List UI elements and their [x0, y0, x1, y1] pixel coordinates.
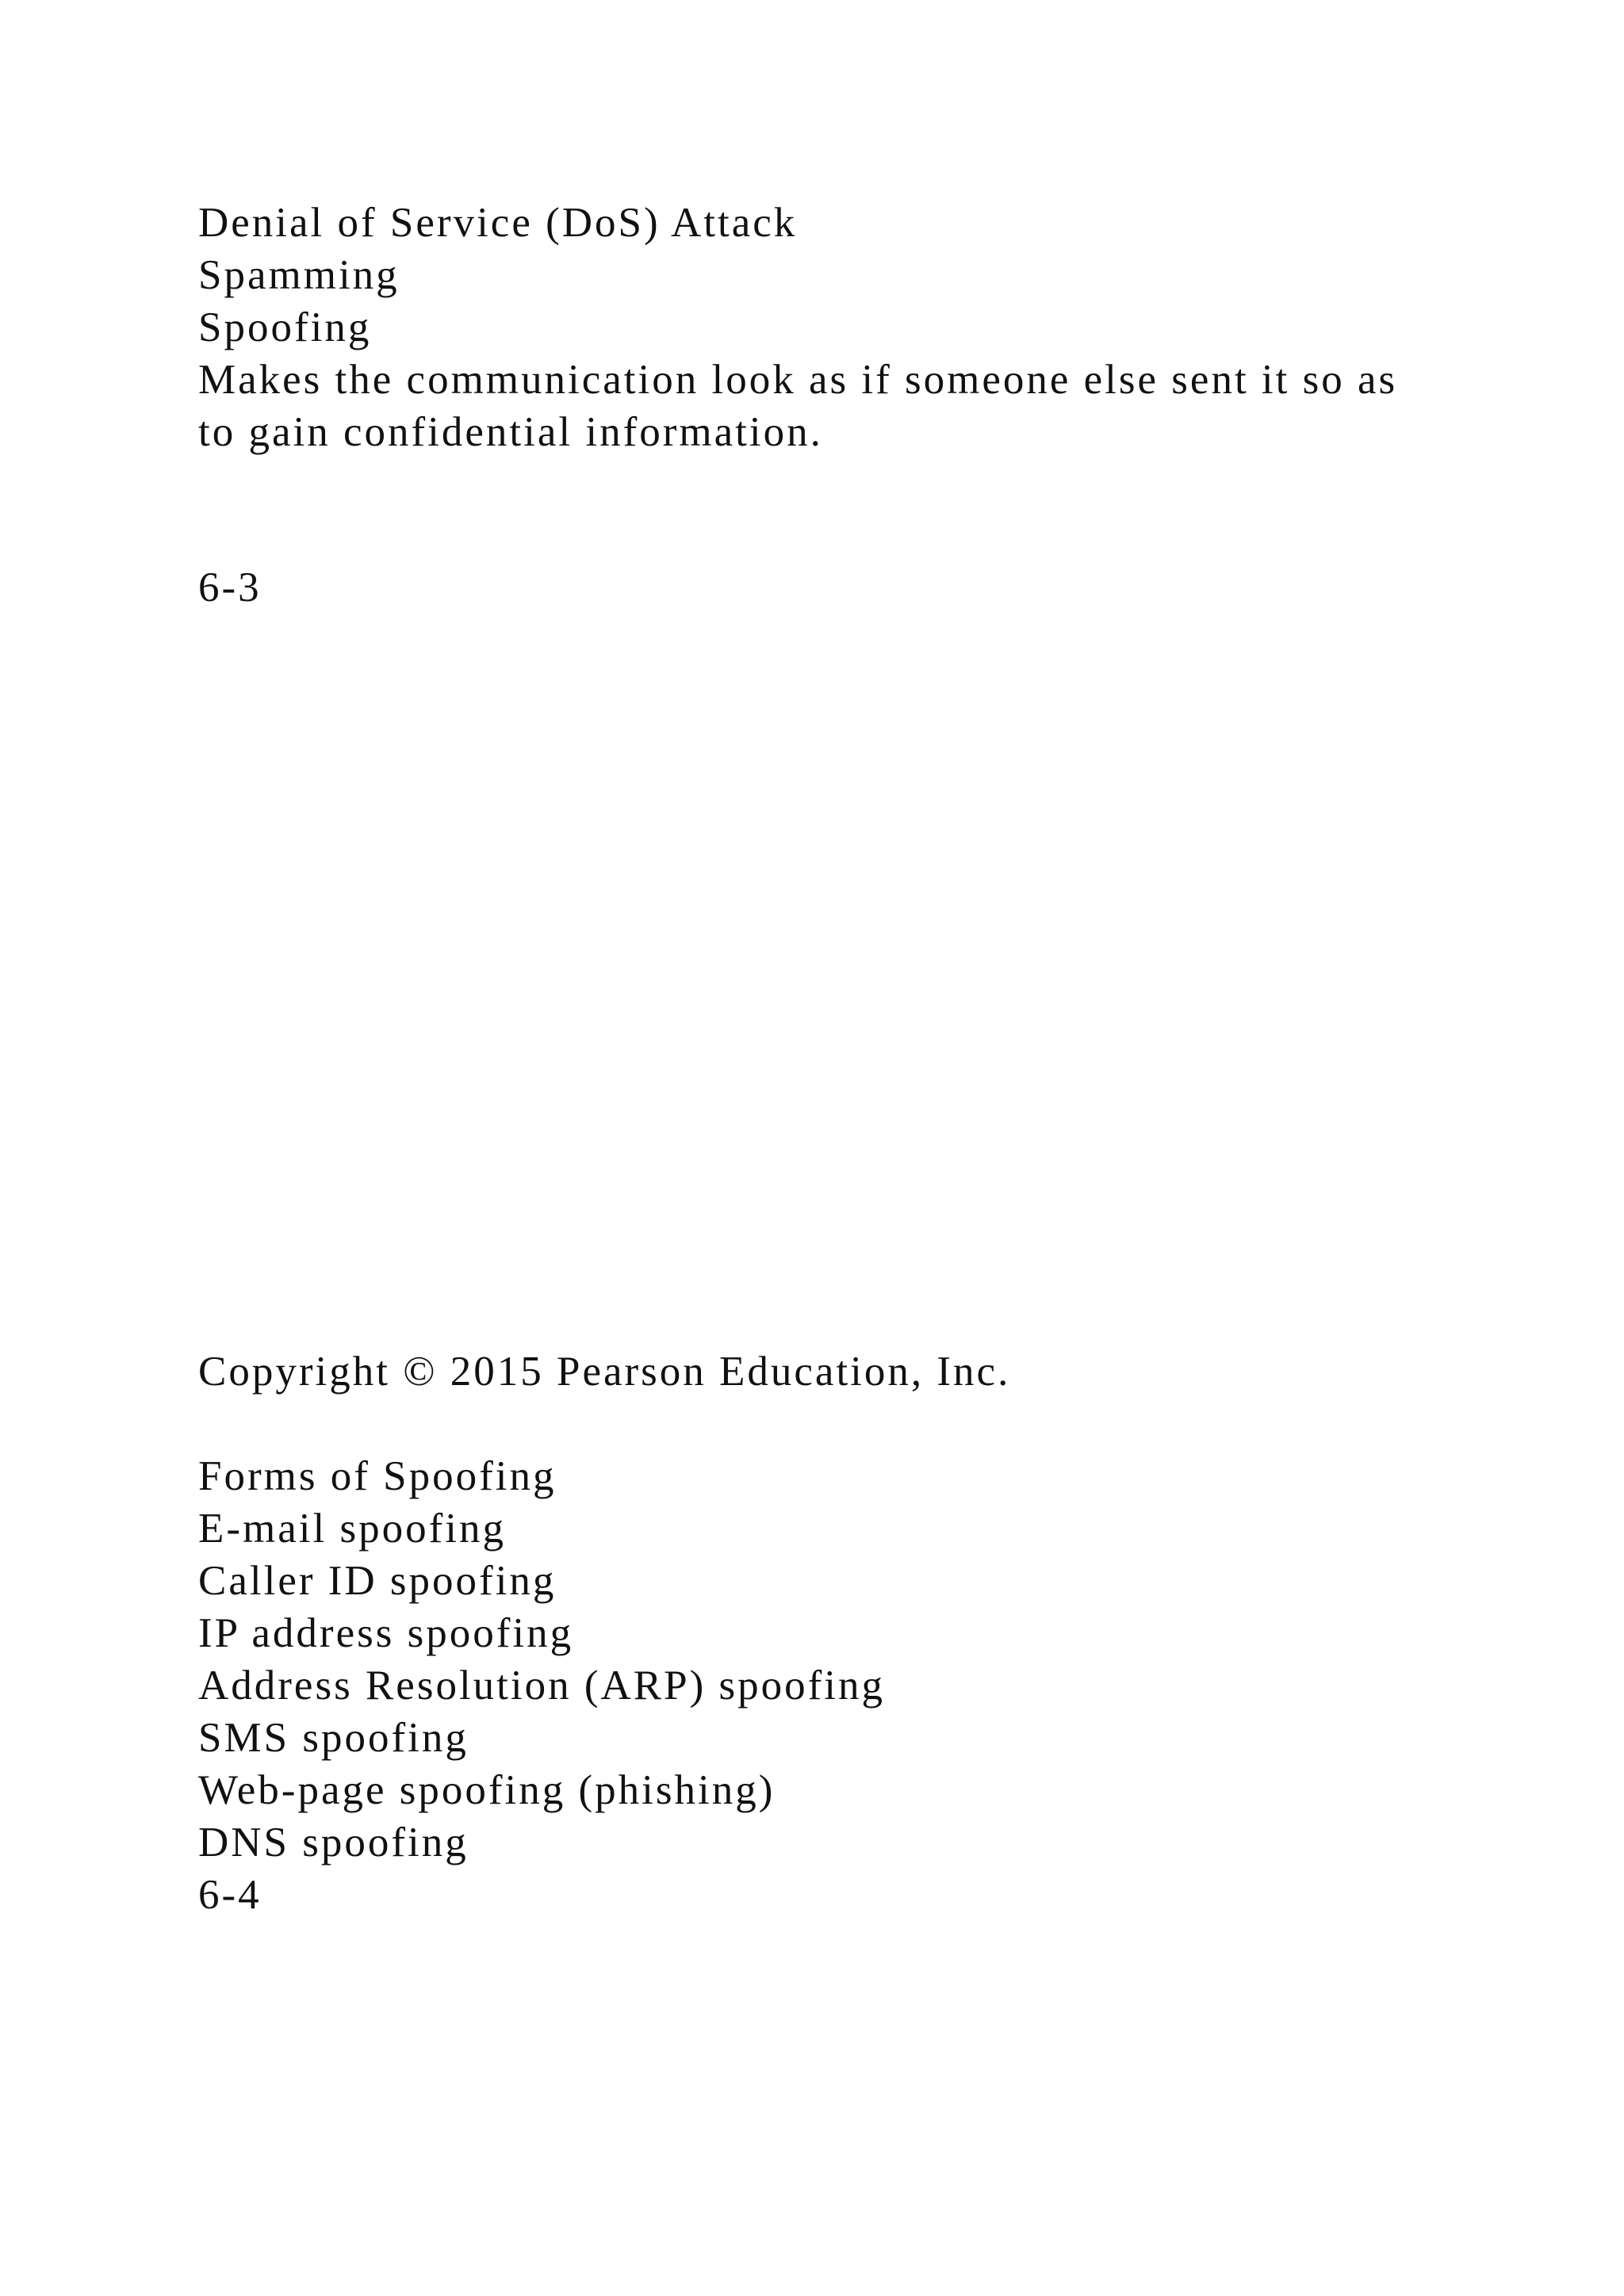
slide-number-6-3: 6-3	[198, 564, 262, 610]
list-item-web-page-spoofing: Web-page spoofing (phishing)	[198, 1767, 776, 1813]
list-item-spoofing: Spoofing	[198, 304, 372, 350]
list-item-spamming: Spamming	[198, 252, 400, 298]
list-item-arp-spoofing: Address Resolution (ARP) spoofing	[198, 1663, 886, 1709]
spoofing-description-line-1: Makes the communication look as if someone else sent it so as	[198, 357, 1398, 403]
copyright-notice: Copyright © 2015 Pearson Education, Inc.	[198, 1349, 1011, 1395]
list-item-sms-spoofing: SMS spoofing	[198, 1715, 469, 1761]
list-item-caller-id-spoofing: Caller ID spoofing	[198, 1558, 557, 1604]
spoofing-description-line-2: to gain confidential information.	[198, 409, 823, 455]
slide-number-6-4: 6-4	[198, 1872, 262, 1918]
list-item-ip-address-spoofing: IP address spoofing	[198, 1610, 574, 1656]
list-item-dns-spoofing: DNS spoofing	[198, 1820, 469, 1866]
section-title-forms-of-spoofing: Forms of Spoofing	[198, 1453, 557, 1499]
list-item-email-spoofing: E-mail spoofing	[198, 1506, 506, 1552]
list-item-dos-attack: Denial of Service (DoS) Attack	[198, 200, 798, 246]
